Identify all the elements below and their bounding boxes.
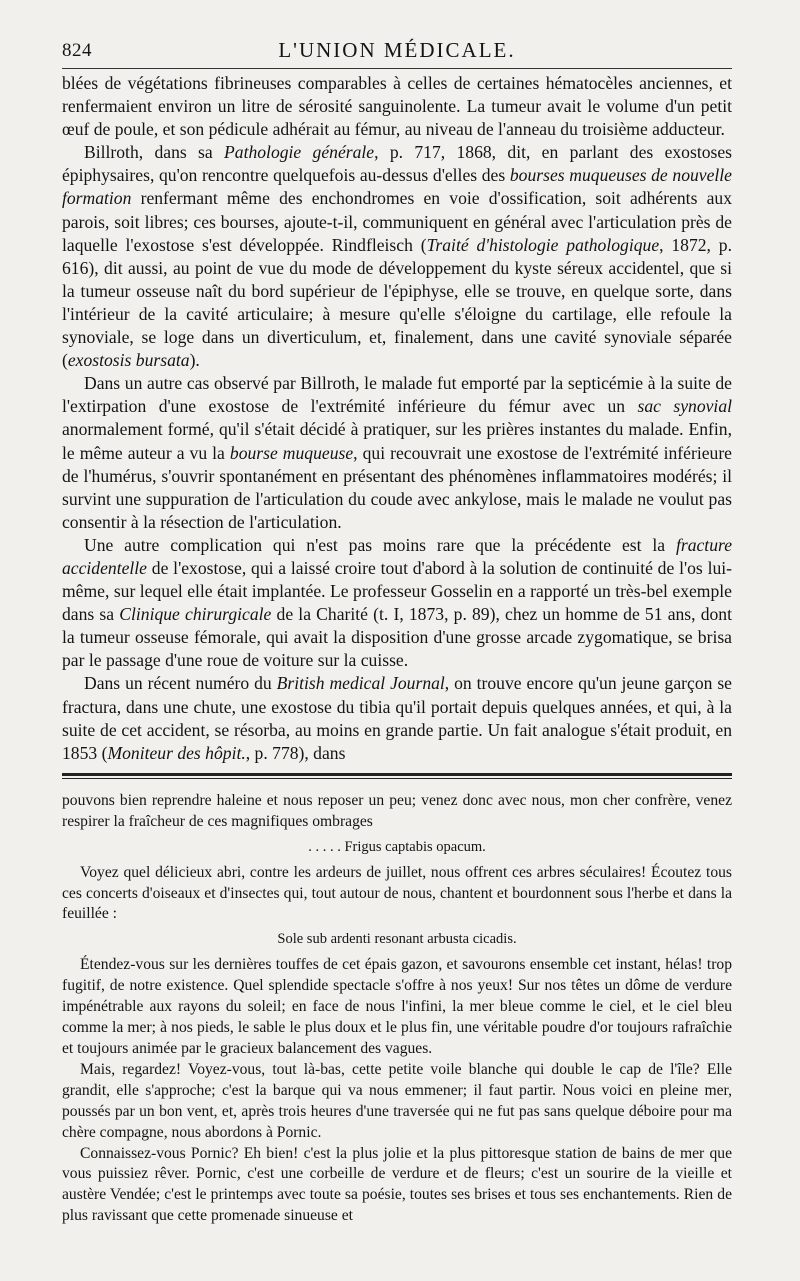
feuilleton-paragraph-5: Connaissez-vous Pornic? Eh bien! c'est la plus jolie et la plus pittoresque station de bains de mer que vous puissiez rêver. Pornic, c'est une corbeille de verdure et de fleurs; c'est un sourire de la vieille et austère Vendée; c'est le printemps avec toute sa poésie, toutes ses brises et tous ses enchantements. Rien de plus ravissant que cette promenade sinueuse et [62, 1144, 732, 1225]
article-paragraph-3: Dans un autre cas observé par Billroth, le malade fut emporté par la septicémie à la suite de l'extirpation d'une exostose de l'extrémité inférieure du fémur avec un sac synovial anormalement formé, qu'il s'était décidé à pratiquer, sur les prières instantes du malade. Enfin, le même auteur a vu la bourse muqueuse, qui recouvrait une exostose de l'extrémité inférieure de l'humérus, s'ouvrir spontanément en présentant des phénomènes inflammatoires modérés; il survint une suppuration de l'articulation du coude avec ankylose, mais le malade ne voulut pas consentir à la résection de l'articulation. [62, 373, 733, 532]
citation-title: Pathologie générale [224, 142, 375, 163]
latin-quote: . . . . . Frigus captabis opacum. [308, 838, 486, 855]
citation-title: British medical Journal [276, 673, 445, 694]
article-paragraph-5: Dans un récent numéro du British medical Journal, on trouve encore qu'un jeune garçon se fractura, dans une chute, une exostose du tibia qu'il portait depuis quelques années, et qui, à la suite de cet accident, se résorba, au moins en grande partie. Un fait analogue s'était produit, en 1853 (Moniteur des hôpit., p. 778), dans [62, 673, 732, 763]
header-rule [62, 68, 732, 69]
feuilleton-body [62, 791, 732, 1227]
italic-term: exostosis bursata [67, 350, 190, 371]
article-paragraph-4: Une autre complication qui n'est pas moins rare que la précédente est la fracture accidentelle de l'exostose, qui a laissé croire tout d'abord à la solution de continuité de l'os lui-même, sur lequel elle était implantée. Le professeur Gosselin en a rapporté un très-bel exemple dans sa Clinique chirurgicale de la Charité (t. I, 1873, p. 89), chez un homme de 51 ans, dont la tumeur osseuse fémorale, qui avait la disposition d'une grosse arcade zygomatique, se brisa par le passage d'une roue de voiture sur la cuisse. [62, 534, 732, 671]
citation-title: Clinique chirurgicale [119, 604, 272, 625]
journal-title: L'UNION MÉDICALE. [278, 38, 516, 62]
feuilleton-divider [62, 773, 732, 779]
citation-title: Moniteur des hôpit. [107, 742, 246, 763]
feuilleton-paragraph-2: Voyez quel délicieux abri, contre les ardeurs de juillet, nous offrent ces arbres séculaires! Écoutez tous ces concerts d'oiseaux et d'insectes qui, tout autour de nous, chantent et bourdonnent sous l'herbe et dans la feuillée : [62, 863, 732, 923]
article-paragraph-1: blées de végétations fibrineuses comparables à celles de certaines hématocèles anciennes, et renfermaient environ un litre de sérosité sanguinolente. La tumeur avait le volume d'un petit œuf de poule, et son pédicule adhérait au fémur, au niveau de l'anneau du troisième adducteur. [62, 73, 732, 140]
page-number: 824 [62, 40, 92, 61]
article-paragraph-2: Billroth, dans sa Pathologie générale, p. 717, 1868, dit, en parlant des exostoses épiphysaires, qu'on rencontre quelquefois au-dessus d'elles des bourses muqueuses de nouvelle formation renfermant même des enchondromes en voie d'ossification, soit adhérents aux parois, soit libres; ces bourses, ajoute-t-il, communiquent en général avec l'articulation près de laquelle l'exostose s'est développée. Rindfleisch (Traité d'histologie pathologique, 1872, p. 616), dit aussi, au point de vue du mode de développement du kyste séreux accidentel, que si la tumeur osseuse naît du bord supérieur de l'épiphyse, elle se trouve, en quelque sorte, dans l'intérieur de la cavité articulaire; à mesure qu'elle s'éloigne du cartilage, elle refoule la synoviale, se loge dans un diverticulum, et, finalement, dans une cavité synoviale séparée (exostosis bursata). [62, 142, 733, 371]
italic-term: fracture accidentelle [62, 534, 732, 578]
italic-term: sac synovial [637, 396, 733, 417]
latin-quote: Sole sub ardenti resonant arbusta cicadis. [277, 931, 517, 948]
feuilleton-paragraph-3: Étendez-vous sur les dernières touffes de cet épais gazon, et savourons ensemble cet instant, hélas! trop fugitif, de notre existence. Quel splendide spectacle s'offre à nos yeux! Sur nos têtes un dôme de verdure impénétrable aux rayons du soleil; en face de nous l'infini, la mer bleue comme le ciel, et le ciel bleu comme la mer; à nos pieds, le sable le plus doux et le plus fin, une véritable poudre d'or toujours rafraîchie et toujours animée par le gracieux balancement des vagues. [62, 956, 732, 1057]
feuilleton-paragraph-1: pouvons bien reprendre haleine et nous reposer un peu; venez donc avec nous, mon cher confrère, venez respirer la fraîcheur de ces magnifiques ombrages [62, 791, 732, 830]
page-header [62, 28, 732, 68]
italic-term: bourse muqueuse [229, 442, 354, 463]
citation-title: Traité d'histologie pathologique [426, 234, 660, 255]
feuilleton-paragraph-4: Mais, regardez! Voyez-vous, tout là-bas, cette petite voile blanche qui double le cap de l'île? Elle grandit, elle s'approche; c'est la barque qui va nous emmener; il faut partir. Nous voici en pleine mer, poussés par un bon vent, et, après trois heures d'une traversée qui ne fut pas sans quelque déboire pour ma chère compagne, nous abordons à Pornic. [62, 1060, 732, 1141]
italic-term: bourses muqueuses de nouvelle formation [62, 165, 732, 209]
article-body [62, 72, 732, 765]
